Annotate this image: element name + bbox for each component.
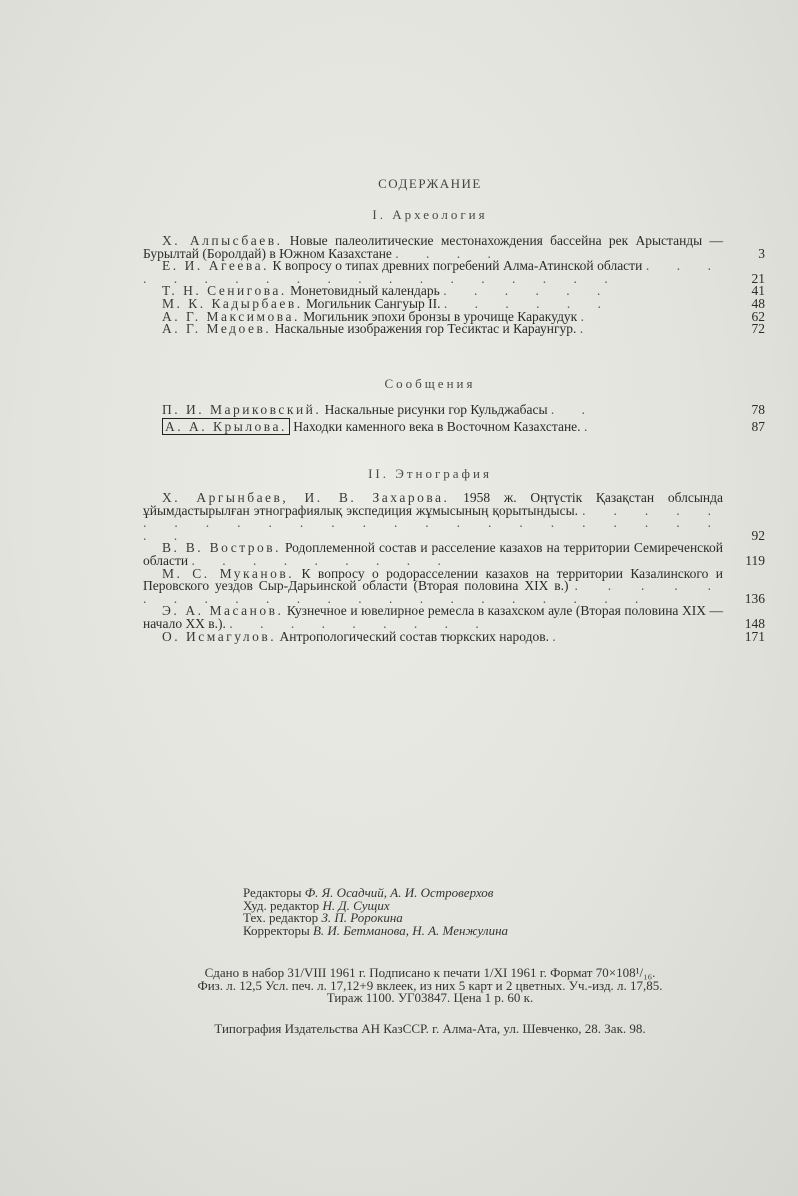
toc-entry: [143, 260, 765, 285]
leader-dots: . . . . . .: [443, 283, 613, 299]
entry-title: Могильник эпохи бронзы в урочище Каракудук: [303, 308, 578, 324]
entry-page: 48: [751, 295, 765, 311]
entry-page: 3: [758, 245, 765, 261]
entry-page: 119: [745, 552, 765, 568]
leader-dots: . . . . . . . . .: [191, 552, 453, 568]
entry-title: Монетовидный календарь: [290, 283, 440, 299]
entry-title: Наскальные изображения гор Тесиктас и Караунгур.: [274, 321, 577, 337]
toc-archaeology: [143, 235, 765, 336]
proofreaders-label: Корректоры: [243, 922, 310, 938]
entry-title: Антропологический состав тюркских народов.: [279, 628, 550, 644]
section-heading-archaeology: I. Археология: [372, 207, 488, 222]
proofreaders-names: В. И. Бетманова, Н. А. Менжулина: [312, 922, 509, 938]
art-editor-name: Н. Д. Сущих: [322, 897, 390, 913]
printer-line: Типография Издательства АН КазССР. г. Алма-Ата, ул. Шевченко, 28. Зак. 98.: [214, 1021, 646, 1036]
leader-dots: . .: [550, 402, 598, 417]
editors-label: Редакторы: [243, 885, 302, 900]
toc-entry: [143, 565, 765, 606]
entry-author: В. В. Востров.: [162, 540, 282, 556]
entry-author: М. К. Кадырбаев.: [162, 295, 303, 311]
imprint-line-3: Тираж 1100. УГ03847. Цена 1 р. 60 к.: [326, 990, 534, 1006]
entry-author: Т. Н. Сенигова.: [162, 283, 287, 299]
tech-editor-name: З. П. Ророкина: [321, 910, 403, 926]
art-editor-label: Худ. редактор: [243, 897, 320, 913]
entry-page: 136: [744, 590, 765, 606]
entry-page: 87: [751, 418, 765, 434]
entry-author: Э. А. Масанов.: [162, 603, 284, 619]
leader-dots: . . . . . .: [443, 295, 614, 311]
toc-reports: [143, 404, 765, 433]
entry-author: О. Исмагулов.: [162, 628, 277, 644]
entry-title: Кузнечное и ювелирное ремесла в казахском ауле (Вторая половина XIX — начало XX в.).: [143, 603, 724, 631]
entry-page: 92: [751, 527, 765, 543]
entry-title: К вопросу о родорасселении казахов на территории Казалинского и Перовского уездов Сыр-Дарьинской области (Вторая половина XIX в.): [143, 565, 724, 594]
entry-page: 78: [751, 402, 765, 417]
leader-dots: . . . . . . . . . . . . . . . . . . . . . . . . . .: [143, 502, 723, 543]
leader-dots: .: [583, 418, 600, 434]
entry-author: Е. И. Агеева.: [162, 258, 269, 274]
entry-title: Наскальные рисунки гор Кульджабасы: [324, 402, 548, 417]
entry-author: М. С. Муканов.: [162, 565, 295, 581]
entry-author: А. Г. Максимова.: [162, 308, 300, 324]
editors-names: Ф. Я. Осадчий, А. И. Островерхов: [304, 885, 494, 900]
toc-entry: [143, 492, 765, 542]
toc-entry: [143, 323, 765, 336]
toc-ethnography: [143, 492, 765, 643]
toc-entry: [143, 628, 765, 644]
toc-entry: [143, 418, 765, 434]
imprint-line-2: Физ. л. 12,5 Усл. печ. л. 17,12+9 вклеек, из них 5 карт и 2 цветных. Уч.-изд. л. 17,85.: [197, 977, 663, 993]
toc-entry: [143, 542, 765, 567]
imprint-line-1: Сдано в набор 31/VIII 1961 г. Подписано к печати 1/XI 1961 г. Формат 70×108¹/₁₆.: [204, 965, 656, 980]
entry-title: Находки каменного века в Восточном Казахстане.: [293, 418, 581, 434]
entry-page: 72: [751, 321, 765, 337]
entry-author: А. Г. Медоев.: [162, 321, 272, 337]
entry-title: Могильник Сангуыр II.: [306, 295, 441, 311]
entry-page: 41: [751, 283, 765, 299]
entry-page: 21: [751, 270, 765, 286]
contents-title: СОДЕРЖАНИЕ: [378, 176, 482, 191]
entry-author: Х. Аргынбаев, И. В. Захарова.: [162, 490, 450, 505]
leader-dots: . . . . . . . . .: [229, 615, 491, 631]
entry-title: К вопросу о типах древних погребений Алма-Атинской области: [272, 258, 643, 274]
toc-entry: [143, 404, 765, 417]
entry-author-highlighted: А. А. Крылова.: [162, 418, 290, 435]
leader-dots: .: [552, 628, 568, 644]
entry-page: 148: [744, 615, 765, 631]
tech-editor-label: Тех. редактор: [243, 910, 319, 926]
entry-title: Новые палеолитические местонахождения бассейна рек Арыстанды — Бурылтай (Боролдай) в Южном Казахстане: [143, 233, 724, 261]
imprint-block: [0, 967, 798, 1005]
leader-dots: . . . . . . . . . . . . . . . . . . . . . .: [143, 578, 724, 606]
entry-author: Х. Алпысбаев.: [162, 233, 283, 248]
proofreaders-line: [243, 922, 509, 938]
entry-title: Родоплеменной состав и расселение казахов на территории Семиреченской области: [143, 540, 724, 568]
entry-page: 62: [751, 308, 765, 324]
leader-dots: . . . . . . . . . . . . . . . . . . .: [143, 258, 724, 286]
entry-title: 1958 ж. Оңтүстік Қазақстан облсында ұйымдастырылған этнографиялық экспедиция жұмысының қорытындысы.: [143, 490, 723, 518]
editors-block: [243, 887, 508, 937]
section-heading-reports: Сообщения: [384, 376, 476, 391]
toc-entry: [143, 235, 765, 260]
leader-dots: .: [579, 321, 596, 337]
entry-author: П. И. Мариковский.: [162, 402, 322, 417]
entry-page: 171: [744, 628, 765, 644]
leader-dots: . . . .: [395, 245, 503, 261]
leader-dots: .: [580, 308, 596, 324]
toc-entry: [143, 605, 765, 630]
section-heading-ethnography: II. Этнография: [368, 466, 492, 481]
